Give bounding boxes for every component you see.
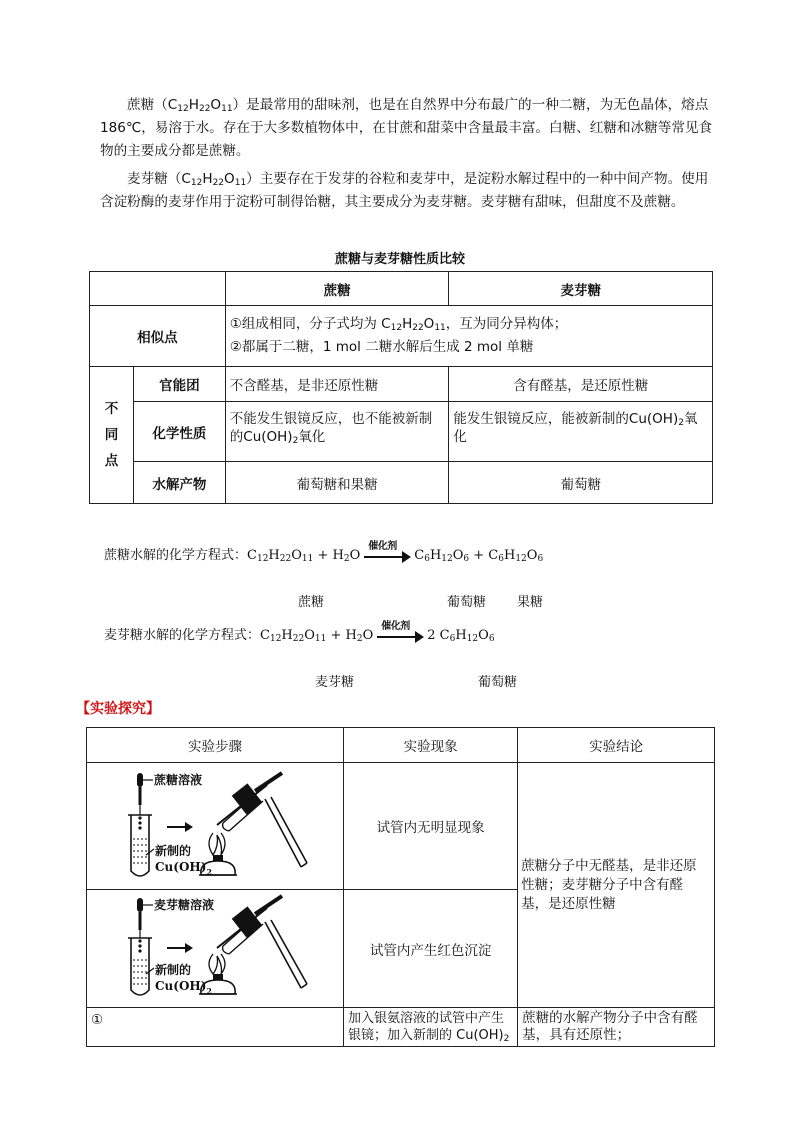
reagent-label-1: 新制的 <box>155 844 192 858</box>
test-tube-holder-icon <box>217 896 307 988</box>
sucrose-label: 蔗糖 <box>298 595 325 610</box>
step-3: ① <box>87 1008 344 1047</box>
right-arrow-icon <box>167 943 193 953</box>
maltose-hydrolysis-products: 葡萄糖 <box>449 462 713 504</box>
header-empty <box>90 272 226 306</box>
sucrose-equation-prefix: 蔗糖水解的化学方程式： <box>104 548 248 563</box>
header-maltose: 麦芽糖 <box>449 272 713 306</box>
reagent-label-1: 新制的 <box>155 963 192 977</box>
header-phenomenon: 实验现象 <box>344 728 518 763</box>
glucose-label-2: 葡萄糖 <box>478 675 518 690</box>
maltose-equation-prefix: 麦芽糖水解的化学方程式： <box>104 628 261 643</box>
sucrose-paragraph: 蔗糖$(C_{12}H_{22}O_{11})$是最常用的甜味剂，也是在自然界中分布最广的一种二糖，为无色晶体，熔点186℃，易溶于水。存在于大多数植物体中，在甘蔗和甜菜中含量最丰富。白糖、红糖和冰糖等常见食物的主要成分都是蔗糖。 <box>100 97 713 159</box>
dropper-icon <box>137 773 143 830</box>
step-3-phenomenon: 加入银氨溶液的试管中产生银镜；加入新制的 $Cu(OH)_2$ <box>344 1008 518 1047</box>
similar-label: 相似点 <box>90 306 226 367</box>
test-tube-holder-icon <box>217 773 307 867</box>
similar-content <box>225 306 712 367</box>
step-1-phenomenon: 试管内无明显现象 <box>344 763 518 890</box>
maltose-equation: 麦芽糖水解的化学方程式：$C_{12}H_{22}O_{11} + H_2O$ 催化剂 2 $C_6H_{12}O_6$ <box>104 620 495 644</box>
test-tube-heating-diagram-1 <box>87 763 343 885</box>
experiment-table <box>86 727 715 1047</box>
maltose-paragraph: 麦芽糖$(C_{12}H_{22}O_{11})$主要存在于发芽的谷粒和麦芽中，是淀粉水解过程中的一种中间产物。使用含淀粉酶的麦芽作用于淀粉可制得饴糖，其主要成分为麦芽糖。麦芽糖有甜味，但甜度不及蔗糖。 <box>100 171 709 210</box>
sucrose-functional-group: 不含醛基，是非还原性糖 <box>225 367 449 402</box>
diff-label: 不 同 点 <box>90 367 134 504</box>
sucrose-equation: 蔗糖水解的化学方程式：$C_{12}H_{22}O_{11} + H_2O$ 催化剂 $C_6H_{12}O_6 + C_6H_{12}O_6$ <box>104 540 544 564</box>
right-arrow-icon <box>167 822 193 832</box>
row-label-hydrolysis-products: 水解产物 <box>133 462 225 504</box>
svg-text:Cu(OH)2: $Cu(OH)_2$ <box>155 979 212 996</box>
reaction-arrow: 催化剂 <box>364 549 410 563</box>
dropper-icon <box>137 898 143 953</box>
sucrose-chemical-properties: 不能发生银镜反应，也不能被新制的$Cu(OH)_2$氧化 <box>225 402 449 462</box>
dropper-label: 蔗糖溶液 <box>154 773 203 787</box>
intro-paragraphs <box>100 94 720 214</box>
fructose-label: 果糖 <box>517 595 544 610</box>
comparison-caption: 蔗糖与麦芽糖性质比较 <box>334 252 465 267</box>
sucrose-hydrolysis-products: 葡萄糖和果糖 <box>225 462 449 504</box>
maltose-functional-group: 含有醛基，是还原性糖 <box>449 367 713 402</box>
step-3-conclusion: 蔗糖的水解产物分子中含有醛基，具有还原性； <box>518 1008 715 1047</box>
maltose-chemical-properties: 能发生银镜反应，能被新制的$Cu(OH)_2$氧化 <box>449 402 713 462</box>
header-step: 实验步骤 <box>87 728 344 763</box>
similar-item-2: ②都属于二糖，1 mol 二糖水解后生成 2 mol 单糖 <box>229 339 534 355</box>
svg-text:Cu(OH)2: $Cu(OH)_2$ <box>155 860 212 877</box>
reaction-arrow: 催化剂 <box>377 629 423 643</box>
conclusion-1-2: 蔗糖分子中无醛基，是非还原性糖；麦芽糖分子中含有醛基，是还原性糖 <box>518 763 715 1008</box>
similar-item-1: ①组成相同，分子式均为 $C_{12}H_{22}O_{11}$，互为同分异构体； <box>229 316 568 333</box>
row-label-chemical-properties: 化学性质 <box>133 402 225 462</box>
step-2-apparatus <box>87 890 344 1008</box>
glucose-label: 葡萄糖 <box>447 595 487 610</box>
step-2-phenomenon: 试管内产生红色沉淀 <box>344 890 518 1008</box>
header-conclusion: 实验结论 <box>518 728 715 763</box>
test-tube-heating-diagram-2 <box>87 890 343 1003</box>
step-1-apparatus <box>87 763 344 890</box>
maltose-label: 麦芽糖 <box>315 675 355 690</box>
section-title: 【实验探究】 <box>76 701 160 717</box>
dropper-label: 麦芽糖溶液 <box>154 898 215 912</box>
comparison-table <box>89 271 713 504</box>
header-sucrose: 蔗糖 <box>225 272 449 306</box>
row-label-functional-group: 官能团 <box>133 367 225 402</box>
